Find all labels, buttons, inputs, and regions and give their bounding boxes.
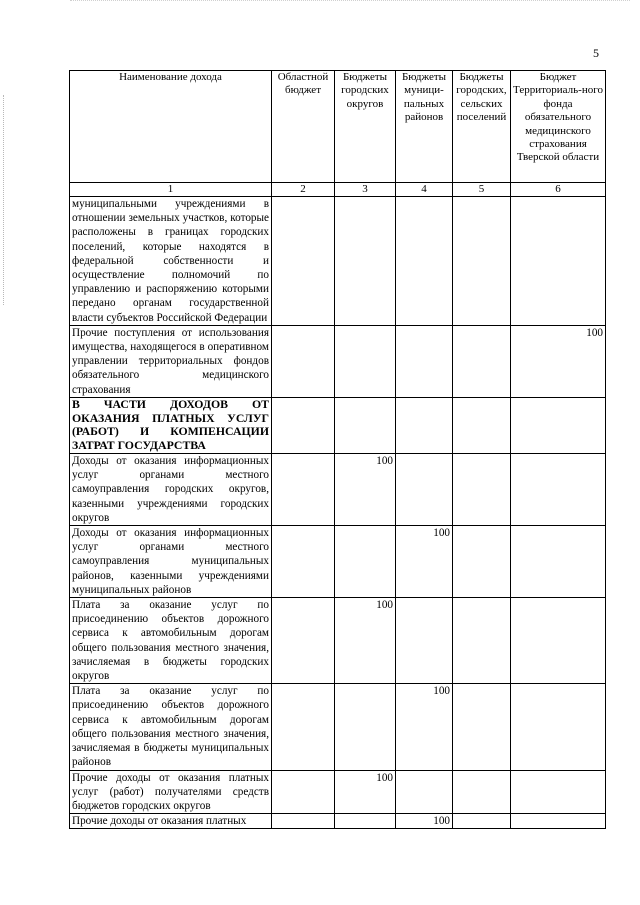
percentage-cell (272, 526, 335, 598)
percentage-cell (335, 397, 396, 453)
percentage-cell: 100 (396, 684, 453, 770)
income-name-cell: Доходы от оказания информационных услуг органами местного самоуправления муниципальных районов, казенными учреждениями муниципальных районов (70, 526, 272, 598)
income-name-cell: Доходы от оказания информационных услуг органами местного самоуправления городских округов, казенными учреждениями городских округов (70, 454, 272, 526)
revenue-distribution-table (69, 70, 606, 829)
percentage-cell (272, 684, 335, 770)
percentage-cell: 100 (396, 814, 453, 829)
income-name-cell: муниципальными учреждениями в отношении земельных участков, которые расположены в границах городских поселений, которые находятся в федеральной собственности и осуществление полномочий по управлению и распоряжению которыми передано органам государственной власти субъектов Российской Федерации (70, 197, 272, 326)
percentage-cell (335, 197, 396, 326)
percentage-cell (453, 397, 511, 453)
percentage-cell (511, 526, 606, 598)
percentage-cell (453, 770, 511, 814)
table-row (70, 454, 606, 526)
percentage-cell (511, 770, 606, 814)
section-heading: В ЧАСТИ ДОХОДОВ ОТ ОКАЗАНИЯ ПЛАТНЫХ УСЛУГ (РАБОТ) И КОМПЕНСАЦИИ ЗАТРАТ ГОСУДАРСТВА (70, 397, 272, 453)
percentage-cell (396, 770, 453, 814)
percentage-cell (511, 397, 606, 453)
percentage-cell (453, 526, 511, 598)
header-municipal-districts: Бюджеты муници-пальных районов (396, 71, 453, 183)
percentage-cell (453, 454, 511, 526)
percentage-cell (335, 814, 396, 829)
header-city-districts: Бюджеты городских округов (335, 71, 396, 183)
income-name-cell: Прочие поступления от использования имущества, находящегося в оперативном управлении территориальных фондов обязательного медицинского страхования (70, 325, 272, 397)
percentage-cell (453, 598, 511, 684)
income-name-cell: Плата за оказание услуг по присоединению объектов дорожного сервиса к автомобильным дорогам общего пользования местного значения, зачисляемая в бюджеты городских округов (70, 598, 272, 684)
table-row (70, 814, 606, 829)
percentage-cell (511, 684, 606, 770)
percentage-cell (272, 814, 335, 829)
percentage-cell: 100 (335, 598, 396, 684)
table-row (70, 397, 606, 453)
percentage-cell (453, 684, 511, 770)
percentage-cell (272, 598, 335, 684)
header-settlements: Бюджеты городских, сельских поселений (453, 71, 511, 183)
table-header-row (70, 71, 606, 183)
column-number: 5 (453, 183, 511, 197)
percentage-cell (396, 197, 453, 326)
table-body (70, 197, 606, 829)
percentage-cell (272, 770, 335, 814)
table-row (70, 684, 606, 770)
income-name-cell: Прочие доходы от оказания платных услуг (работ) получателями средств бюджетов городских округов (70, 770, 272, 814)
percentage-cell: 100 (396, 526, 453, 598)
percentage-cell (511, 197, 606, 326)
percentage-cell (511, 598, 606, 684)
table-row (70, 598, 606, 684)
percentage-cell (272, 397, 335, 453)
column-number: 1 (70, 183, 272, 197)
income-name-cell: Плата за оказание услуг по присоединению объектов дорожного сервиса к автомобильным дорогам общего пользования местного значения, зачисляемая в бюджеты муниципальных районов (70, 684, 272, 770)
percentage-cell (396, 598, 453, 684)
percentage-cell (511, 454, 606, 526)
percentage-cell (453, 325, 511, 397)
percentage-cell: 100 (335, 770, 396, 814)
percentage-cell (511, 814, 606, 829)
table-row (70, 770, 606, 814)
table-row (70, 325, 606, 397)
header-health-insurance-fund: Бюджет Территориаль-ного фонда обязательного медицинского страхования Тверской области (511, 71, 606, 183)
page-number: 5 (593, 46, 599, 60)
percentage-cell (272, 454, 335, 526)
table-row (70, 526, 606, 598)
header-income-name: Наименование дохода (70, 71, 272, 183)
column-number: 4 (396, 183, 453, 197)
percentage-cell (396, 454, 453, 526)
header-regional-budget: Областной бюджет (272, 71, 335, 183)
percentage-cell: 100 (511, 325, 606, 397)
percentage-cell (272, 325, 335, 397)
scan-artifact-left (3, 95, 8, 305)
percentage-cell (396, 325, 453, 397)
percentage-cell (453, 814, 511, 829)
scan-artifact-top (70, 0, 630, 5)
column-number: 3 (335, 183, 396, 197)
income-name-cell: Прочие доходы от оказания платных (70, 814, 272, 829)
table-row (70, 197, 606, 326)
percentage-cell (335, 526, 396, 598)
column-number: 2 (272, 183, 335, 197)
column-number-row (70, 183, 606, 197)
percentage-cell (335, 325, 396, 397)
percentage-cell (453, 197, 511, 326)
percentage-cell (272, 197, 335, 326)
percentage-cell (335, 684, 396, 770)
percentage-cell (396, 397, 453, 453)
percentage-cell: 100 (335, 454, 396, 526)
column-number: 6 (511, 183, 606, 197)
